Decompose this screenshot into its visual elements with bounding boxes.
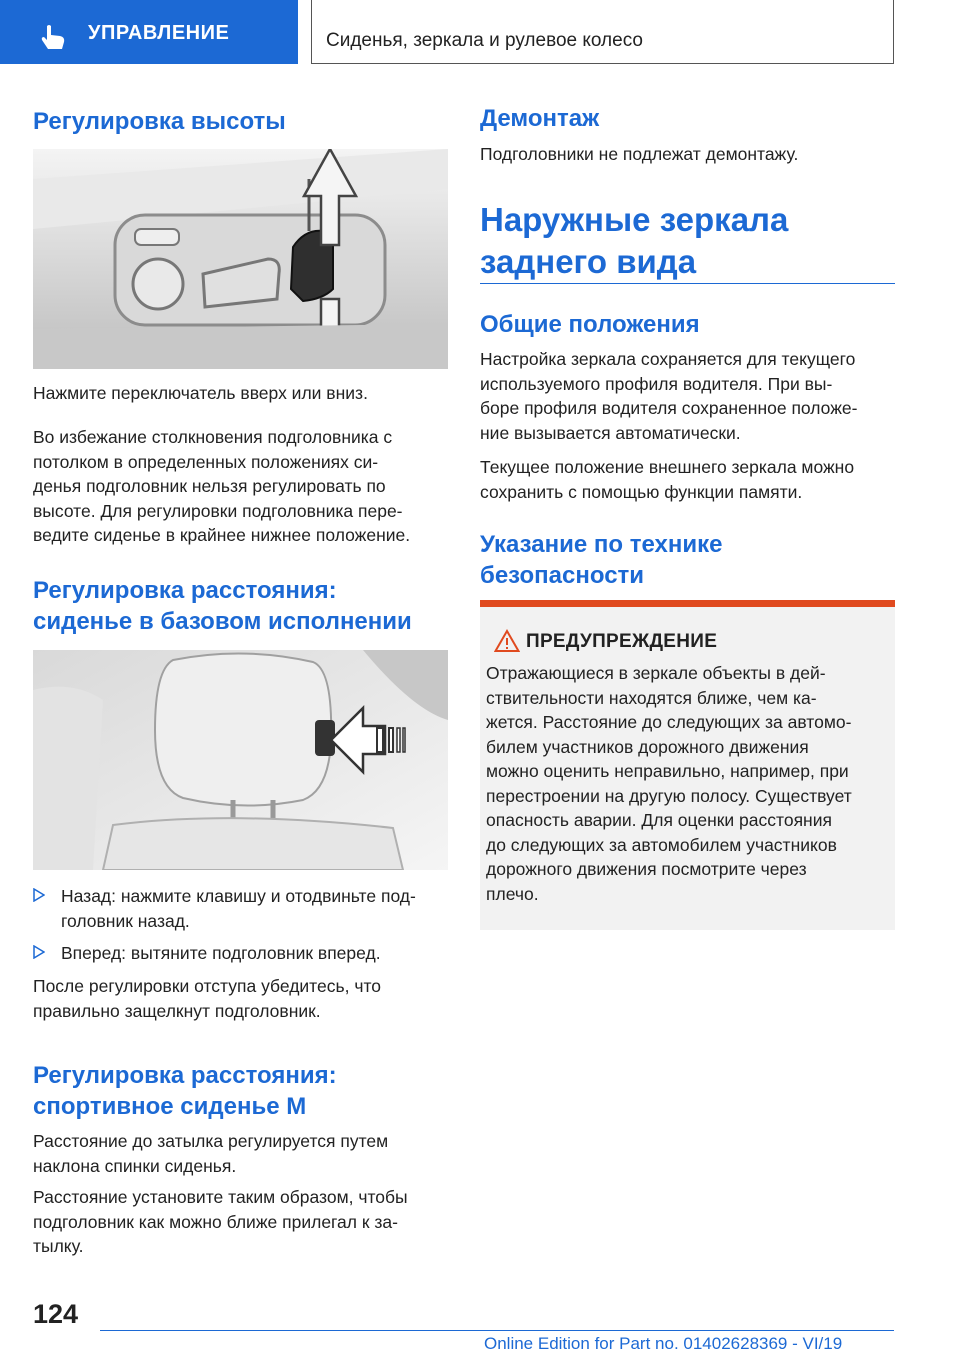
text-line: головник назад. (61, 910, 190, 931)
headrest-illustration (33, 650, 448, 870)
heading-line: Указание по технике (480, 531, 723, 558)
warning-triangle-icon (494, 629, 520, 653)
text-line: ствительности находятся ближе, чем ка- (486, 687, 817, 708)
text-line: Текущее положение внешнего зеркала можно (480, 457, 855, 477)
page-number: 124 (33, 1299, 79, 1329)
text-line: до следующих за автомобилем участников (486, 834, 837, 855)
general-heading: Общие положения (480, 311, 700, 338)
text-line: Расстояние до затылка регулируется путем (33, 1131, 389, 1151)
text-line: сохранить с помощью функции памяти. (480, 481, 803, 502)
heading-line: Регулировка расстояния: (33, 577, 337, 604)
text-line: жется. Расстояние до следующих за автомо- (486, 712, 852, 732)
distance-base-heading (33, 575, 412, 637)
hand-pointer-icon (38, 24, 68, 50)
height-heading: Регулировка высоты (33, 108, 286, 135)
text-line: используемого профиля водителя. При вы- (480, 373, 833, 394)
text-line: потолком в определенных положениях си- (33, 451, 379, 472)
text-line: подголовник как можно ближе прилегал к за- (33, 1211, 398, 1232)
text-line: денья подголовник нельзя регулировать по (33, 476, 386, 496)
text-line: После регулировки отступа убедитесь, что (33, 976, 381, 996)
heading-line: спортивное сиденье M (33, 1093, 307, 1120)
text-line: Настройка зеркала сохраняется для текущего (480, 349, 856, 369)
text-line: высоте. Для регулировки подголовника пере- (33, 500, 403, 521)
warning-text (486, 661, 891, 906)
heading-line: Регулировка расстояния: (33, 1062, 337, 1089)
general-note-1 (480, 347, 900, 445)
triangle-bullet-icon (33, 888, 45, 902)
text-line: наклона спинки сиденья. (33, 1155, 237, 1176)
text-line: правильно защелкнут подголовник. (33, 1000, 321, 1021)
section-label: УПРАВЛЕНИЕ (88, 22, 230, 44)
mirrors-heading (480, 199, 788, 283)
text-line: Вперед: вытяните подголовник вперед. (61, 943, 381, 963)
sport-note-2 (33, 1185, 453, 1259)
warning-title: ПРЕДУПРЕЖДЕНИЕ (526, 631, 718, 652)
heading-line: безопасности (480, 562, 645, 589)
text-line: Назад: нажмите клавишу и отодвиньте под- (61, 886, 416, 906)
text-line: боре профиля водителя сохраненное положе- (480, 398, 858, 418)
distance-sport-heading (33, 1060, 337, 1122)
warning-box (480, 600, 895, 930)
text-line: перестроении на другую полосу. Существует (486, 785, 852, 806)
height-adjust-illustration (33, 149, 448, 369)
text-line: билем участников дорожного движения (486, 736, 809, 757)
text-line: можно оценить неправильно, например, при (486, 761, 849, 781)
heading-line: заднего вида (480, 243, 697, 280)
text-line: ние вызывается автоматически. (480, 422, 741, 443)
chapter-tab (311, 0, 894, 64)
text-line: ведите сиденье в крайнее нижнее положение. (33, 525, 411, 545)
text-line: дорожного движения посмотрите через (486, 859, 807, 879)
height-instruction: Нажмите переключатель вверх или вниз. (33, 383, 368, 403)
heading-line: сиденье в базовом исполнении (33, 608, 412, 635)
text-line: Расстояние установите таким образом, чтобы (33, 1187, 408, 1207)
after-adjust-note (33, 974, 453, 1023)
footer-rule (100, 1330, 894, 1331)
removal-text: Подголовники не подлежат демонтажу. (480, 144, 799, 164)
heading-line: Наружные зеркала (480, 201, 789, 238)
text-line: плечо. (486, 883, 539, 904)
height-note (33, 425, 453, 548)
text-line: Во избежание столкновения подголовника с (33, 427, 393, 447)
section-tab (0, 0, 298, 64)
text-line: Отражающиеся в зеркале объекты в дей- (486, 663, 826, 683)
general-note-2 (480, 455, 900, 504)
heading-rule (480, 283, 895, 284)
edition-text: Online Edition for Part no. 01402628369 - VI/19 (484, 1334, 843, 1353)
text-line: опасность аварии. Для оценки расстояния (486, 810, 832, 830)
triangle-bullet-icon (33, 945, 45, 959)
list-item (33, 884, 453, 934)
chapter-label: Сиденья, зеркала и рулевое колесо (326, 30, 643, 51)
text-line: тылку. (33, 1236, 84, 1256)
list-item (33, 941, 453, 967)
sport-note-1 (33, 1129, 453, 1178)
safety-heading (480, 529, 722, 591)
removal-heading: Демонтаж (480, 105, 600, 132)
